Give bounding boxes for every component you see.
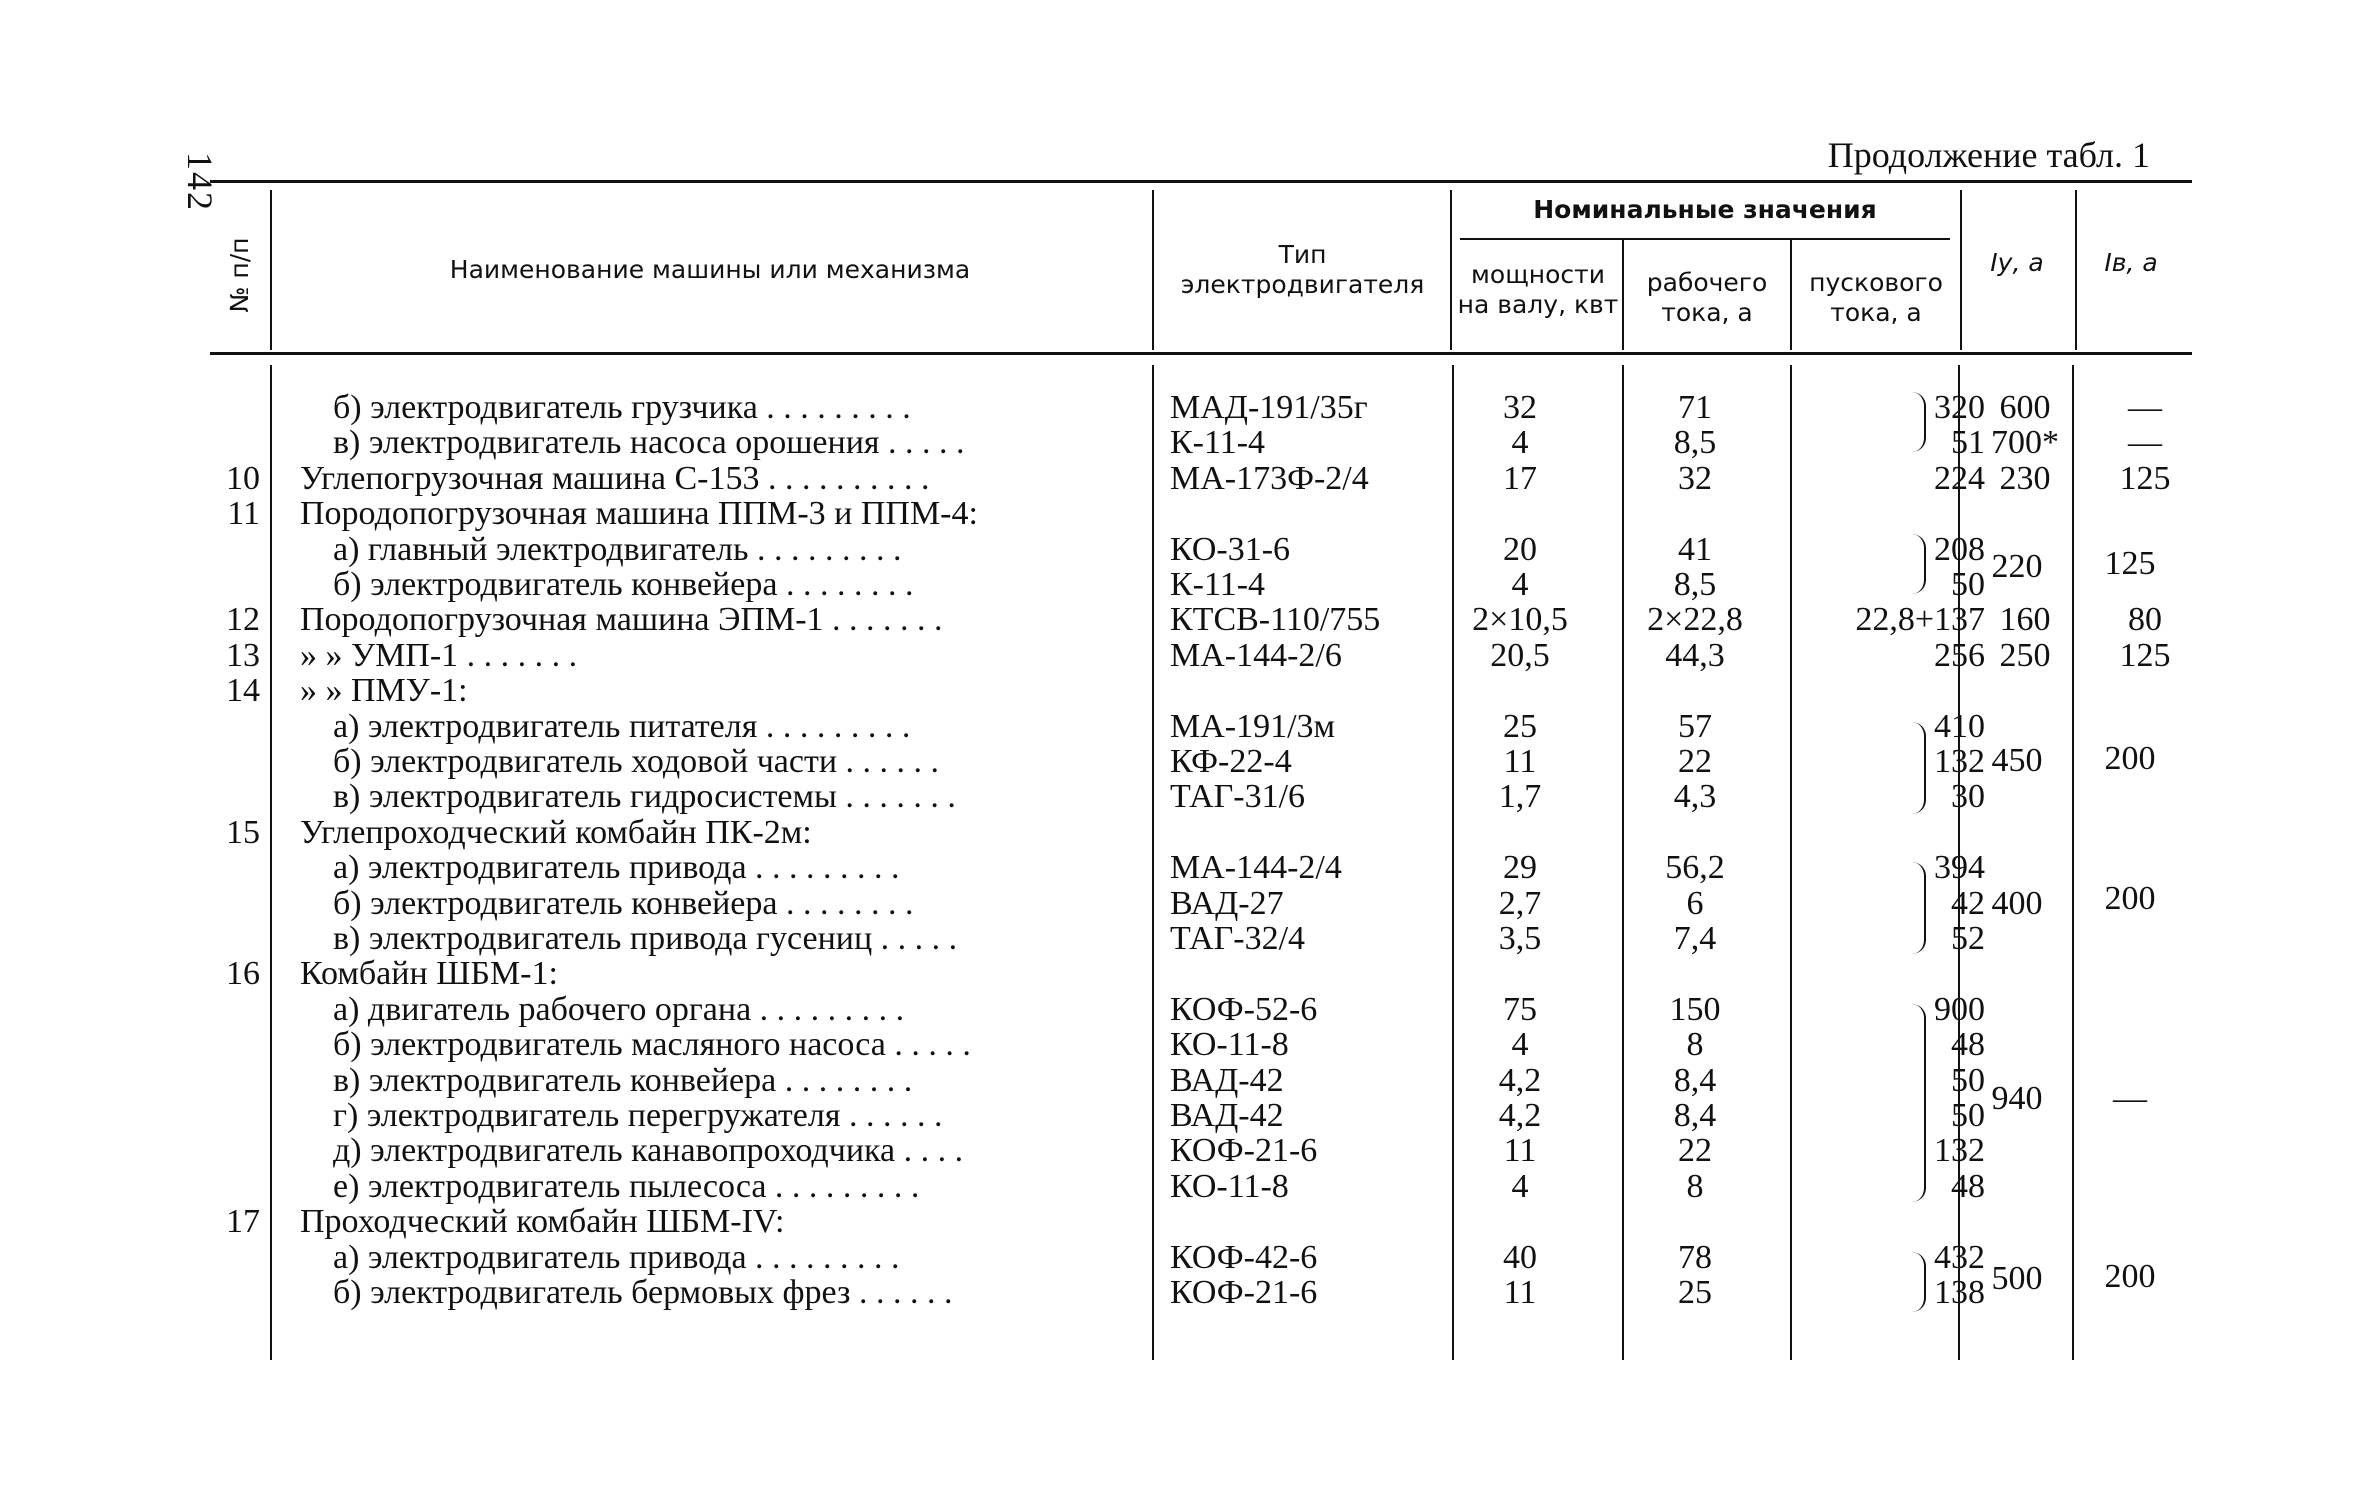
row-start-current: 50 — [1951, 1061, 1985, 1099]
row-start-current: 50 — [1951, 566, 1985, 603]
row-power: 2×10,5 — [1472, 601, 1568, 639]
row-name: б) электродвигатель ходовой части . . . . . . — [333, 744, 940, 780]
row-name: Проходческий комбайн ШБМ-IV: — [300, 1204, 785, 1241]
row-run-current: 41 — [1678, 530, 1712, 568]
row-motor-type: К-11-4 — [1170, 566, 1266, 603]
row-run-current: 8,5 — [1673, 566, 1717, 603]
row-run-current: 6 — [1686, 884, 1704, 922]
row-power: 4 — [1511, 1167, 1529, 1205]
row-run-current: 8,4 — [1673, 1097, 1717, 1134]
brace — [1912, 1252, 1926, 1312]
row-name: » » ПМУ-1: — [300, 673, 468, 710]
row-start-current: 51 — [1951, 424, 1985, 462]
table-row — [210, 602, 2200, 637]
table-top-rule — [210, 180, 2192, 183]
row-motor-type: КФ-22-4 — [1170, 743, 1292, 780]
row-start-current: 50 — [1951, 1097, 1985, 1134]
row-power: 4 — [1511, 424, 1529, 462]
row-name: б) электродвигатель конвейера . . . . . . . . — [333, 885, 914, 922]
table-row — [210, 673, 2200, 708]
row-name: Комбайн ШБМ-1: — [300, 956, 558, 993]
col-divider — [1622, 240, 1624, 350]
row-start-current: 410 — [1934, 707, 1985, 745]
group-iu: 500 — [1991, 1260, 2043, 1297]
table-row — [210, 744, 2200, 779]
row-number: 15 — [226, 813, 260, 851]
row-power: 20,5 — [1490, 636, 1550, 674]
row-number: 16 — [226, 955, 260, 993]
row-run-current: 78 — [1678, 1238, 1712, 1276]
table-row — [210, 1275, 2200, 1310]
brace — [1912, 722, 1926, 814]
row-power: 20 — [1503, 530, 1537, 568]
page-number: 142 — [180, 152, 220, 212]
row-motor-type: КО-11-8 — [1170, 1026, 1289, 1064]
table-row — [210, 921, 2200, 956]
table-row — [210, 461, 2200, 496]
row-motor-type: ВАД-42 — [1170, 1061, 1284, 1099]
row-motor-type: МАД-191/35г — [1170, 389, 1368, 426]
row-name: е) электродвигатель пылесоса . . . . . . . . . — [333, 1168, 920, 1205]
row-start-current: 48 — [1951, 1167, 1985, 1205]
row-start-current: 256 — [1934, 636, 1985, 674]
brace — [1912, 392, 1926, 452]
row-run-current: 8,4 — [1673, 1061, 1717, 1099]
table-row — [210, 992, 2200, 1027]
row-run-current: 22 — [1678, 1132, 1712, 1170]
row-start-current: 432 — [1934, 1238, 1985, 1276]
col-divider — [1450, 190, 1452, 350]
row-motor-type: МА-144-2/6 — [1170, 636, 1342, 674]
row-name: в) электродвигатель насоса орошения . . . . . — [333, 425, 965, 462]
table-row — [210, 956, 2200, 991]
row-name: Углепогрузочная машина С-153 . . . . . . . . . . — [300, 460, 930, 497]
row-name: Породопогрузочная машина ЭПМ-1 . . . . . . . — [300, 602, 943, 639]
row-power: 32 — [1503, 389, 1537, 426]
row-power: 25 — [1503, 707, 1537, 745]
row-motor-type: МА-173Ф-2/4 — [1170, 459, 1369, 497]
row-run-current: 8,5 — [1673, 424, 1717, 462]
row-power: 3,5 — [1498, 920, 1542, 957]
row-iu: 700* — [1991, 424, 2059, 462]
continuation-caption: Продолжение табл. 1 — [1827, 135, 2150, 175]
table-row — [210, 496, 2200, 531]
group-ib: 200 — [2104, 1258, 2156, 1295]
row-name: а) главный электродвигатель . . . . . . . . . — [333, 531, 902, 568]
row-power: 1,7 — [1498, 778, 1542, 816]
row-motor-type: КОФ-21-6 — [1170, 1132, 1318, 1170]
row-power: 17 — [1503, 459, 1537, 497]
group-iu: 940 — [1991, 1080, 2043, 1117]
row-number: 14 — [226, 672, 260, 710]
table-row — [210, 1063, 2200, 1098]
row-start-current: 320 — [1934, 389, 1985, 426]
row-run-current: 150 — [1669, 990, 1721, 1028]
group-iu: 450 — [1991, 742, 2043, 779]
table-row — [210, 1027, 2200, 1062]
row-power: 2,7 — [1498, 884, 1542, 922]
row-power: 11 — [1503, 1274, 1537, 1311]
row-name: а) электродвигатель привода . . . . . . . . . — [333, 850, 900, 887]
row-name: д) электродвигатель канавопроходчика . . . . — [333, 1133, 964, 1170]
row-ib: 125 — [2119, 636, 2171, 674]
brace — [1912, 534, 1926, 594]
row-start-current: 48 — [1951, 1026, 1985, 1064]
group-ib: 200 — [2104, 880, 2156, 917]
row-run-current: 57 — [1678, 707, 1712, 745]
row-name: а) электродвигатель питателя . . . . . . . . . — [333, 708, 911, 745]
row-motor-type: КОФ-52-6 — [1170, 990, 1318, 1028]
row-start-current: 132 — [1934, 1132, 1985, 1170]
row-name: б) электродвигатель масляного насоса . . . . . — [333, 1027, 971, 1064]
row-motor-type: МА-191/3м — [1170, 707, 1336, 745]
row-name: г) электродвигатель перегружателя . . . . . . — [333, 1098, 943, 1134]
nominal-subheader-rule — [1460, 238, 1950, 240]
header-iu: Iу, а — [1990, 248, 2044, 277]
table-row — [210, 886, 2200, 921]
row-motor-type: МА-144-2/4 — [1170, 849, 1342, 887]
row-motor-type: КОФ-42-6 — [1170, 1238, 1318, 1276]
group-ib: 125 — [2104, 545, 2156, 582]
table-row — [210, 779, 2200, 814]
table-row — [210, 567, 2200, 602]
row-motor-type: КОФ-21-6 — [1170, 1274, 1318, 1311]
row-start-current: 42 — [1951, 884, 1985, 922]
row-run-current: 4,3 — [1673, 778, 1717, 816]
row-iu: 160 — [1999, 601, 2051, 639]
row-motor-type: ВАД-42 — [1170, 1097, 1284, 1134]
col-divider — [1152, 190, 1154, 350]
row-name: в) электродвигатель гидросистемы . . . . . . . — [333, 779, 956, 816]
row-power: 4,2 — [1498, 1061, 1542, 1099]
row-motor-type: КО-11-8 — [1170, 1167, 1289, 1205]
row-start-current: 224 — [1934, 459, 1985, 497]
group-iu: 400 — [1991, 885, 2043, 922]
row-name: » » УМП-1 . . . . . . . — [300, 637, 578, 674]
row-run-current: 71 — [1678, 389, 1712, 426]
table-row — [210, 1240, 2200, 1275]
row-name: а) двигатель рабочего органа . . . . . . . . . — [333, 991, 905, 1028]
row-name: в) электродвигатель конвейера . . . . . . . . — [333, 1062, 913, 1099]
row-name: б) электродвигатель бермовых фрез . . . . . . — [333, 1275, 953, 1311]
row-start-current: 900 — [1934, 990, 1985, 1028]
row-run-current: 44,3 — [1665, 636, 1725, 674]
table-row — [210, 709, 2200, 744]
col-divider — [1790, 240, 1792, 350]
row-run-current: 22 — [1678, 743, 1712, 780]
row-power: 4 — [1511, 1026, 1529, 1064]
row-run-current: 25 — [1678, 1274, 1712, 1311]
brace — [1912, 1004, 1926, 1202]
table-header-rule — [210, 352, 2192, 355]
row-start-current: 394 — [1934, 849, 1985, 887]
row-start-current: 30 — [1951, 778, 1985, 816]
header-nominal: Номинальные значения — [1533, 195, 1877, 224]
row-number: 17 — [226, 1203, 260, 1241]
row-run-current: 8 — [1686, 1026, 1704, 1064]
row-motor-type: ВАД-27 — [1170, 884, 1284, 922]
header-ib: Iв, а — [2104, 248, 2158, 277]
row-start-current: 22,8+137 — [1855, 601, 1985, 639]
row-start-current: 208 — [1934, 530, 1985, 568]
group-ib: — — [2113, 1080, 2147, 1117]
table-row — [210, 532, 2200, 567]
row-name: Углепроходческий комбайн ПК-2м: — [300, 814, 812, 851]
header-type: Тип электродвигателя — [1180, 240, 1425, 299]
header-power: мощности на валу, квт — [1457, 260, 1619, 319]
row-run-current: 7,4 — [1673, 920, 1717, 957]
row-name: б) электродвигатель грузчика . . . . . . . . . — [333, 390, 911, 426]
header-start-current: пускового тока, а — [1809, 268, 1943, 327]
row-name: в) электродвигатель привода гусениц . . . . . — [333, 921, 958, 957]
row-run-current: 56,2 — [1665, 849, 1725, 887]
header-run-current: рабочего тока, а — [1646, 268, 1768, 327]
row-ib: 125 — [2119, 459, 2171, 497]
row-power: 4 — [1511, 566, 1529, 603]
row-motor-type: ТАГ-32/4 — [1170, 920, 1306, 957]
table-row — [210, 1133, 2200, 1168]
row-motor-type: К-11-4 — [1170, 424, 1266, 462]
row-start-current: 138 — [1934, 1274, 1985, 1311]
row-iu: 230 — [1999, 459, 2051, 497]
row-iu: 250 — [1999, 636, 2051, 674]
row-run-current: 32 — [1678, 459, 1712, 497]
row-name: Породопогрузочная машина ППМ-3 и ППМ-4: — [300, 496, 978, 533]
table-row — [210, 1204, 2200, 1239]
row-ib: — — [2128, 424, 2162, 462]
row-ib: — — [2128, 389, 2162, 426]
row-start-current: 52 — [1951, 920, 1985, 957]
table-row — [210, 390, 2200, 425]
row-motor-type: ТАГ-31/6 — [1170, 778, 1306, 816]
row-number: 11 — [227, 495, 260, 533]
row-power: 11 — [1503, 1132, 1537, 1170]
row-iu: 600 — [1999, 389, 2051, 426]
table-row — [210, 850, 2200, 885]
row-number: 12 — [226, 601, 260, 639]
row-motor-type: КТСВ-110/755 — [1170, 601, 1381, 639]
table-row — [210, 1098, 2200, 1133]
table-row — [210, 638, 2200, 673]
brace — [1912, 862, 1926, 954]
table-row — [210, 815, 2200, 850]
header-name: Наименование машины или механизма — [449, 255, 971, 284]
row-number: 13 — [226, 636, 260, 674]
row-power: 11 — [1503, 743, 1537, 780]
row-ib: 80 — [2128, 601, 2162, 639]
row-run-current: 8 — [1686, 1167, 1704, 1205]
row-number: 10 — [226, 459, 260, 497]
row-motor-type: КО-31-6 — [1170, 530, 1291, 568]
row-power: 4,2 — [1498, 1097, 1542, 1134]
row-power: 40 — [1503, 1238, 1537, 1276]
header-num: № п/п — [225, 237, 254, 313]
col-divider — [270, 190, 272, 350]
group-iu: 220 — [1991, 548, 2043, 585]
row-name: б) электродвигатель конвейера . . . . . . . . — [333, 567, 914, 603]
row-power: 75 — [1503, 990, 1537, 1028]
row-power: 29 — [1503, 849, 1537, 887]
row-name: а) электродвигатель привода . . . . . . . . . — [333, 1239, 900, 1276]
row-run-current: 2×22,8 — [1647, 601, 1743, 639]
group-ib: 200 — [2104, 740, 2156, 777]
table-row — [210, 1169, 2200, 1204]
table-row — [210, 425, 2200, 460]
row-start-current: 132 — [1934, 743, 1985, 780]
